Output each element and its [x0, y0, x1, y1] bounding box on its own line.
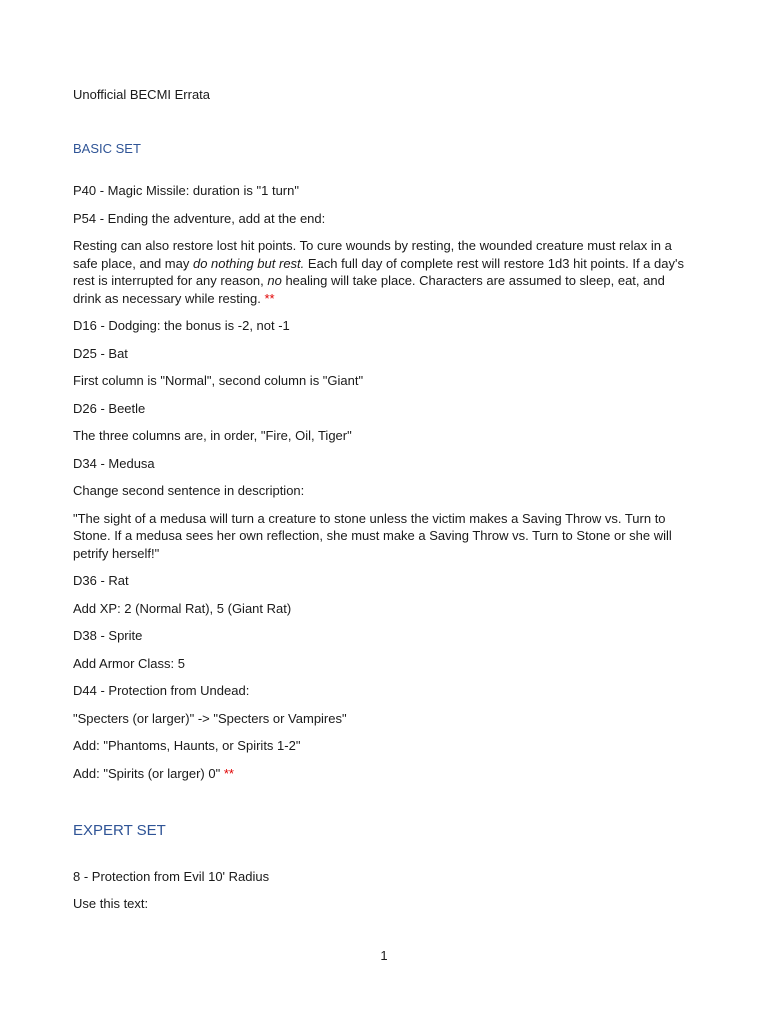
section-heading-expert-set: EXPERT SET	[73, 822, 166, 839]
errata-d38: D38 - Sprite	[73, 628, 143, 643]
errata-item-8: 8 - Protection from Evil 10' Radius	[73, 868, 270, 884]
errata-d36-note: Add XP: 2 (Normal Rat), 5 (Giant Rat)	[73, 600, 292, 616]
errata-d25-note: First column is "Normal", second column is "Giant"	[73, 373, 364, 388]
errata-d34-quote: "The sight of a medusa will turn a creature to stone unless the victim makes a Saving Throw vs. Turn to Stone. If a medusa sees her own reflection, she must make a Saving Throw vs. Turn to Stone or she will petrify herself!"	[73, 510, 672, 561]
document-body	[73, 86, 693, 923]
red-asterisk-marker: **	[223, 765, 234, 781]
errata-item-8-note: Use this text:	[73, 896, 149, 911]
document-title: Unofficial BECMI Errata	[73, 87, 211, 102]
errata-d34-note: Change second sentence in description:	[73, 483, 305, 498]
errata-d44-line2: Add: "Phantoms, Haunts, or Spirits 1-2"	[73, 738, 301, 753]
errata-d44-line1: "Specters (or larger)" -> "Specters or Vampires"	[73, 710, 347, 726]
resting-italic-1: do nothing but rest.	[192, 255, 305, 271]
resting-italic-2: no	[267, 273, 282, 288]
errata-resting-paragraph	[73, 237, 693, 307]
red-asterisk-marker: **	[264, 290, 275, 306]
resting-text-2: Each full day of complete rest will restore 1d3 hit points. If a day's rest is interrupted for any reason,	[73, 255, 684, 288]
errata-d44-line3	[73, 765, 693, 783]
errata-d36: D36 - Rat	[73, 573, 129, 588]
errata-p40: P40 - Magic Missile: duration is "1 turn"	[73, 183, 299, 198]
errata-d26: D26 - Beetle	[73, 400, 146, 416]
errata-d25: D25 - Bat	[73, 345, 128, 361]
d44-line3-text: Add: "Spirits (or larger) 0"	[73, 765, 224, 781]
errata-d34: D34 - Medusa	[73, 455, 155, 471]
page-number: 1	[380, 948, 388, 963]
errata-d16: D16 - Dodging: the bonus is -2, not -1	[73, 318, 290, 333]
errata-d26-note: The three columns are, in order, "Fire, Oil, Tiger"	[73, 428, 352, 443]
section-heading-basic-set: BASIC SET	[73, 140, 141, 156]
errata-p54: P54 - Ending the adventure, add at the end:	[73, 210, 326, 226]
errata-d44: D44 - Protection from Undead:	[73, 683, 250, 698]
resting-text-1: Resting can also restore lost hit points. To cure wounds by resting, the wounded creature must relax in a safe place, and may	[73, 238, 672, 271]
errata-d38-note: Add Armor Class: 5	[73, 655, 185, 671]
resting-text-3: healing will take place. Characters are assumed to sleep, eat, and drink as necessary while resting.	[73, 273, 665, 306]
